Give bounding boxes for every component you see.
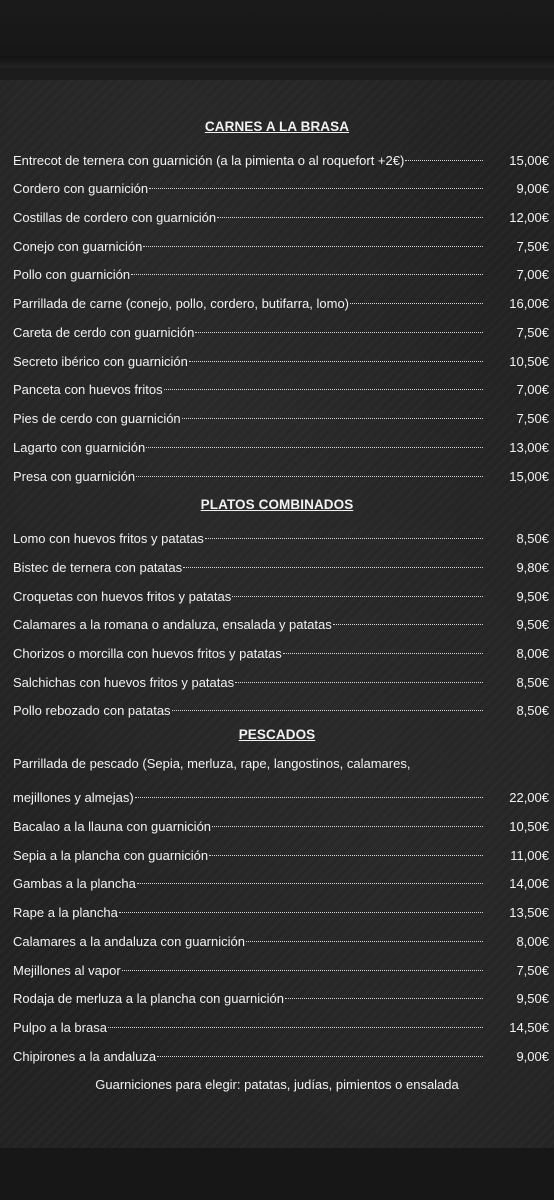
menu-item <box>13 785 549 805</box>
menu-item-price: 9,50€ <box>516 589 549 604</box>
menu-item-name: Lagarto con guarnición <box>13 440 146 455</box>
menu-item <box>13 349 549 369</box>
menu-item <box>13 670 549 690</box>
menu-item <box>13 176 549 196</box>
menu-item <box>13 377 549 397</box>
menu-item-price: 8,50€ <box>516 531 549 546</box>
menu-item <box>13 526 549 546</box>
menu-item-price: 11,00€ <box>510 848 549 863</box>
dot-leader <box>232 580 483 597</box>
menu-item <box>13 205 549 225</box>
menu-item-price: 8,00€ <box>516 646 549 661</box>
menu-item-name: Sepia a la plancha con guarnición <box>13 848 209 863</box>
dot-leader <box>285 982 483 999</box>
menu-item-price: 8,50€ <box>516 675 549 690</box>
menu-item-price: 7,50€ <box>516 325 549 340</box>
menu-item-name: Chipirones a la andaluza <box>13 1049 157 1064</box>
menu-item-name: mejillones y almejas) <box>13 790 134 805</box>
menu-item <box>13 464 549 484</box>
menu-item-name: Pies de cerdo con guarnición <box>13 411 181 426</box>
dot-leader <box>146 431 483 448</box>
menu-item-price: 14,50€ <box>509 1020 549 1035</box>
menu-item-name: Panceta con huevos fritos <box>13 382 163 397</box>
menu-item-name: Salchichas con huevos fritos y patatas <box>13 675 235 690</box>
menu-item-price: 13,00€ <box>509 440 549 455</box>
dot-leader <box>182 402 483 419</box>
menu-item <box>13 1044 549 1064</box>
dot-leader <box>143 230 483 247</box>
dot-leader <box>189 345 483 362</box>
dot-leader <box>164 373 483 390</box>
dot-leader <box>246 925 483 942</box>
dot-leader <box>149 172 483 189</box>
menu-item-name: Pulpo a la brasa <box>13 1020 107 1035</box>
dot-leader <box>283 637 483 654</box>
garnish-note: Guarniciones para elegir: patatas, judías, pimientos o ensalada <box>95 1077 459 1092</box>
top-band <box>0 0 554 68</box>
menu-item <box>13 555 549 575</box>
dot-leader <box>350 287 483 304</box>
menu-item-price: 14,00€ <box>509 876 549 891</box>
menu-item-name: Croquetas con huevos fritos y patatas <box>13 589 232 604</box>
menu-item <box>13 843 549 863</box>
menu-item-price: 9,50€ <box>516 991 549 1006</box>
menu-item <box>13 929 549 949</box>
menu-item-price: 7,00€ <box>516 382 549 397</box>
dot-leader <box>136 460 483 477</box>
menu-item-price: 10,50€ <box>509 819 549 834</box>
menu-item-price: 10,50€ <box>509 354 549 369</box>
menu-item <box>13 986 549 1006</box>
menu-item <box>13 584 549 604</box>
menu-item-price: 7,50€ <box>516 239 549 254</box>
menu-item-price: 9,80€ <box>516 560 549 575</box>
dot-leader <box>108 1011 483 1028</box>
menu-item <box>13 814 549 834</box>
menu-item <box>13 641 549 661</box>
menu-item <box>13 291 549 311</box>
menu-item-name: Conejo con guarnición <box>13 239 143 254</box>
dot-leader <box>405 144 483 161</box>
dot-leader <box>183 551 483 568</box>
dot-leader <box>137 867 483 884</box>
dot-leader <box>119 896 483 913</box>
menu-item-price: 7,00€ <box>516 267 549 282</box>
menu-item-price: 16,00€ <box>509 296 549 311</box>
menu-item <box>13 698 549 718</box>
section-title-combinados: PLATOS COMBINADOS <box>200 497 354 512</box>
dot-leader <box>212 810 483 827</box>
menu-item-name: Gambas a la plancha <box>13 876 136 891</box>
dot-leader <box>205 522 483 539</box>
menu-item-price: 12,00€ <box>509 210 549 225</box>
menu-item <box>13 612 549 632</box>
menu-item <box>13 1015 549 1035</box>
bottom-band <box>0 1148 554 1200</box>
menu-item-name: Pollo rebozado con patatas <box>13 703 171 718</box>
menu-item-name: Entrecot de ternera con guarnición (a la pimienta o al roquefort +2€) <box>13 153 405 168</box>
menu-item <box>13 435 549 455</box>
menu-item-name: Careta de cerdo con guarnición <box>13 325 195 340</box>
menu-item-price: 13,50€ <box>509 905 549 920</box>
menu-item-price: 9,00€ <box>516 181 549 196</box>
menu-item-name: Lomo con huevos fritos y patatas <box>13 531 204 546</box>
menu-item-price: 7,50€ <box>516 411 549 426</box>
menu-item-name: Bacalao a la llauna con guarnición <box>13 819 212 834</box>
menu-item-name: Cordero con guarnición <box>13 181 149 196</box>
menu-item-name: Costillas de cordero con guarnición <box>13 210 217 225</box>
dot-leader <box>217 201 483 218</box>
menu-item-price: 8,50€ <box>516 703 549 718</box>
menu-item-name: Rodaja de merluza a la plancha con guarnición <box>13 991 285 1006</box>
menu-item-name: Presa con guarnición <box>13 469 136 484</box>
menu-item-name: Pollo con guarnición <box>13 267 131 282</box>
menu-item-name: Chorizos o morcilla con huevos fritos y patatas <box>13 646 282 661</box>
dot-leader <box>122 954 483 971</box>
dot-leader <box>172 694 483 711</box>
menu-item-price: 7,50€ <box>516 963 549 978</box>
menu-item <box>13 900 549 920</box>
menu-item-name: Parrillada de carne (conejo, pollo, cordero, butifarra, lomo) <box>13 296 350 311</box>
dot-leader <box>135 781 483 798</box>
menu-item <box>13 320 549 340</box>
menu-item-name: Bistec de ternera con patatas <box>13 560 183 575</box>
menu-item <box>13 148 549 168</box>
menu-item-name: Mejillones al vapor <box>13 963 121 978</box>
dot-leader <box>235 666 483 683</box>
menu-item <box>13 958 549 978</box>
menu-item <box>13 262 549 282</box>
menu-item <box>13 406 549 426</box>
menu-item-name: Calamares a la andaluza con guarnición <box>13 934 245 949</box>
menu-item-price: 9,50€ <box>516 617 549 632</box>
section-title-carnes: CARNES A LA BRASA <box>204 119 350 134</box>
menu-item <box>13 234 549 254</box>
menu-item-name: Rape a la plancha <box>13 905 118 920</box>
menu-item-price: 15,00€ <box>509 469 549 484</box>
dot-leader <box>209 839 483 856</box>
menu-item-price: 15,00€ <box>509 153 549 168</box>
dot-leader <box>195 316 483 333</box>
menu-item-price: 8,00€ <box>516 934 549 949</box>
menu-item-name: Secreto ibérico con guarnición <box>13 354 188 369</box>
dot-leader <box>333 608 483 625</box>
menu-item <box>13 871 549 891</box>
dot-leader <box>131 258 483 275</box>
menu-item-name: Calamares a la romana o andaluza, ensalada y patatas <box>13 617 332 632</box>
menu-item-price: 9,00€ <box>516 1049 549 1064</box>
menu-item-price: 22,00€ <box>509 790 549 805</box>
section-title-pescados: PESCADOS <box>238 727 316 742</box>
dot-leader <box>157 1040 483 1057</box>
pescados-intro-line: Parrillada de pescado (Sepia, merluza, rape, langostinos, calamares, <box>13 756 411 771</box>
